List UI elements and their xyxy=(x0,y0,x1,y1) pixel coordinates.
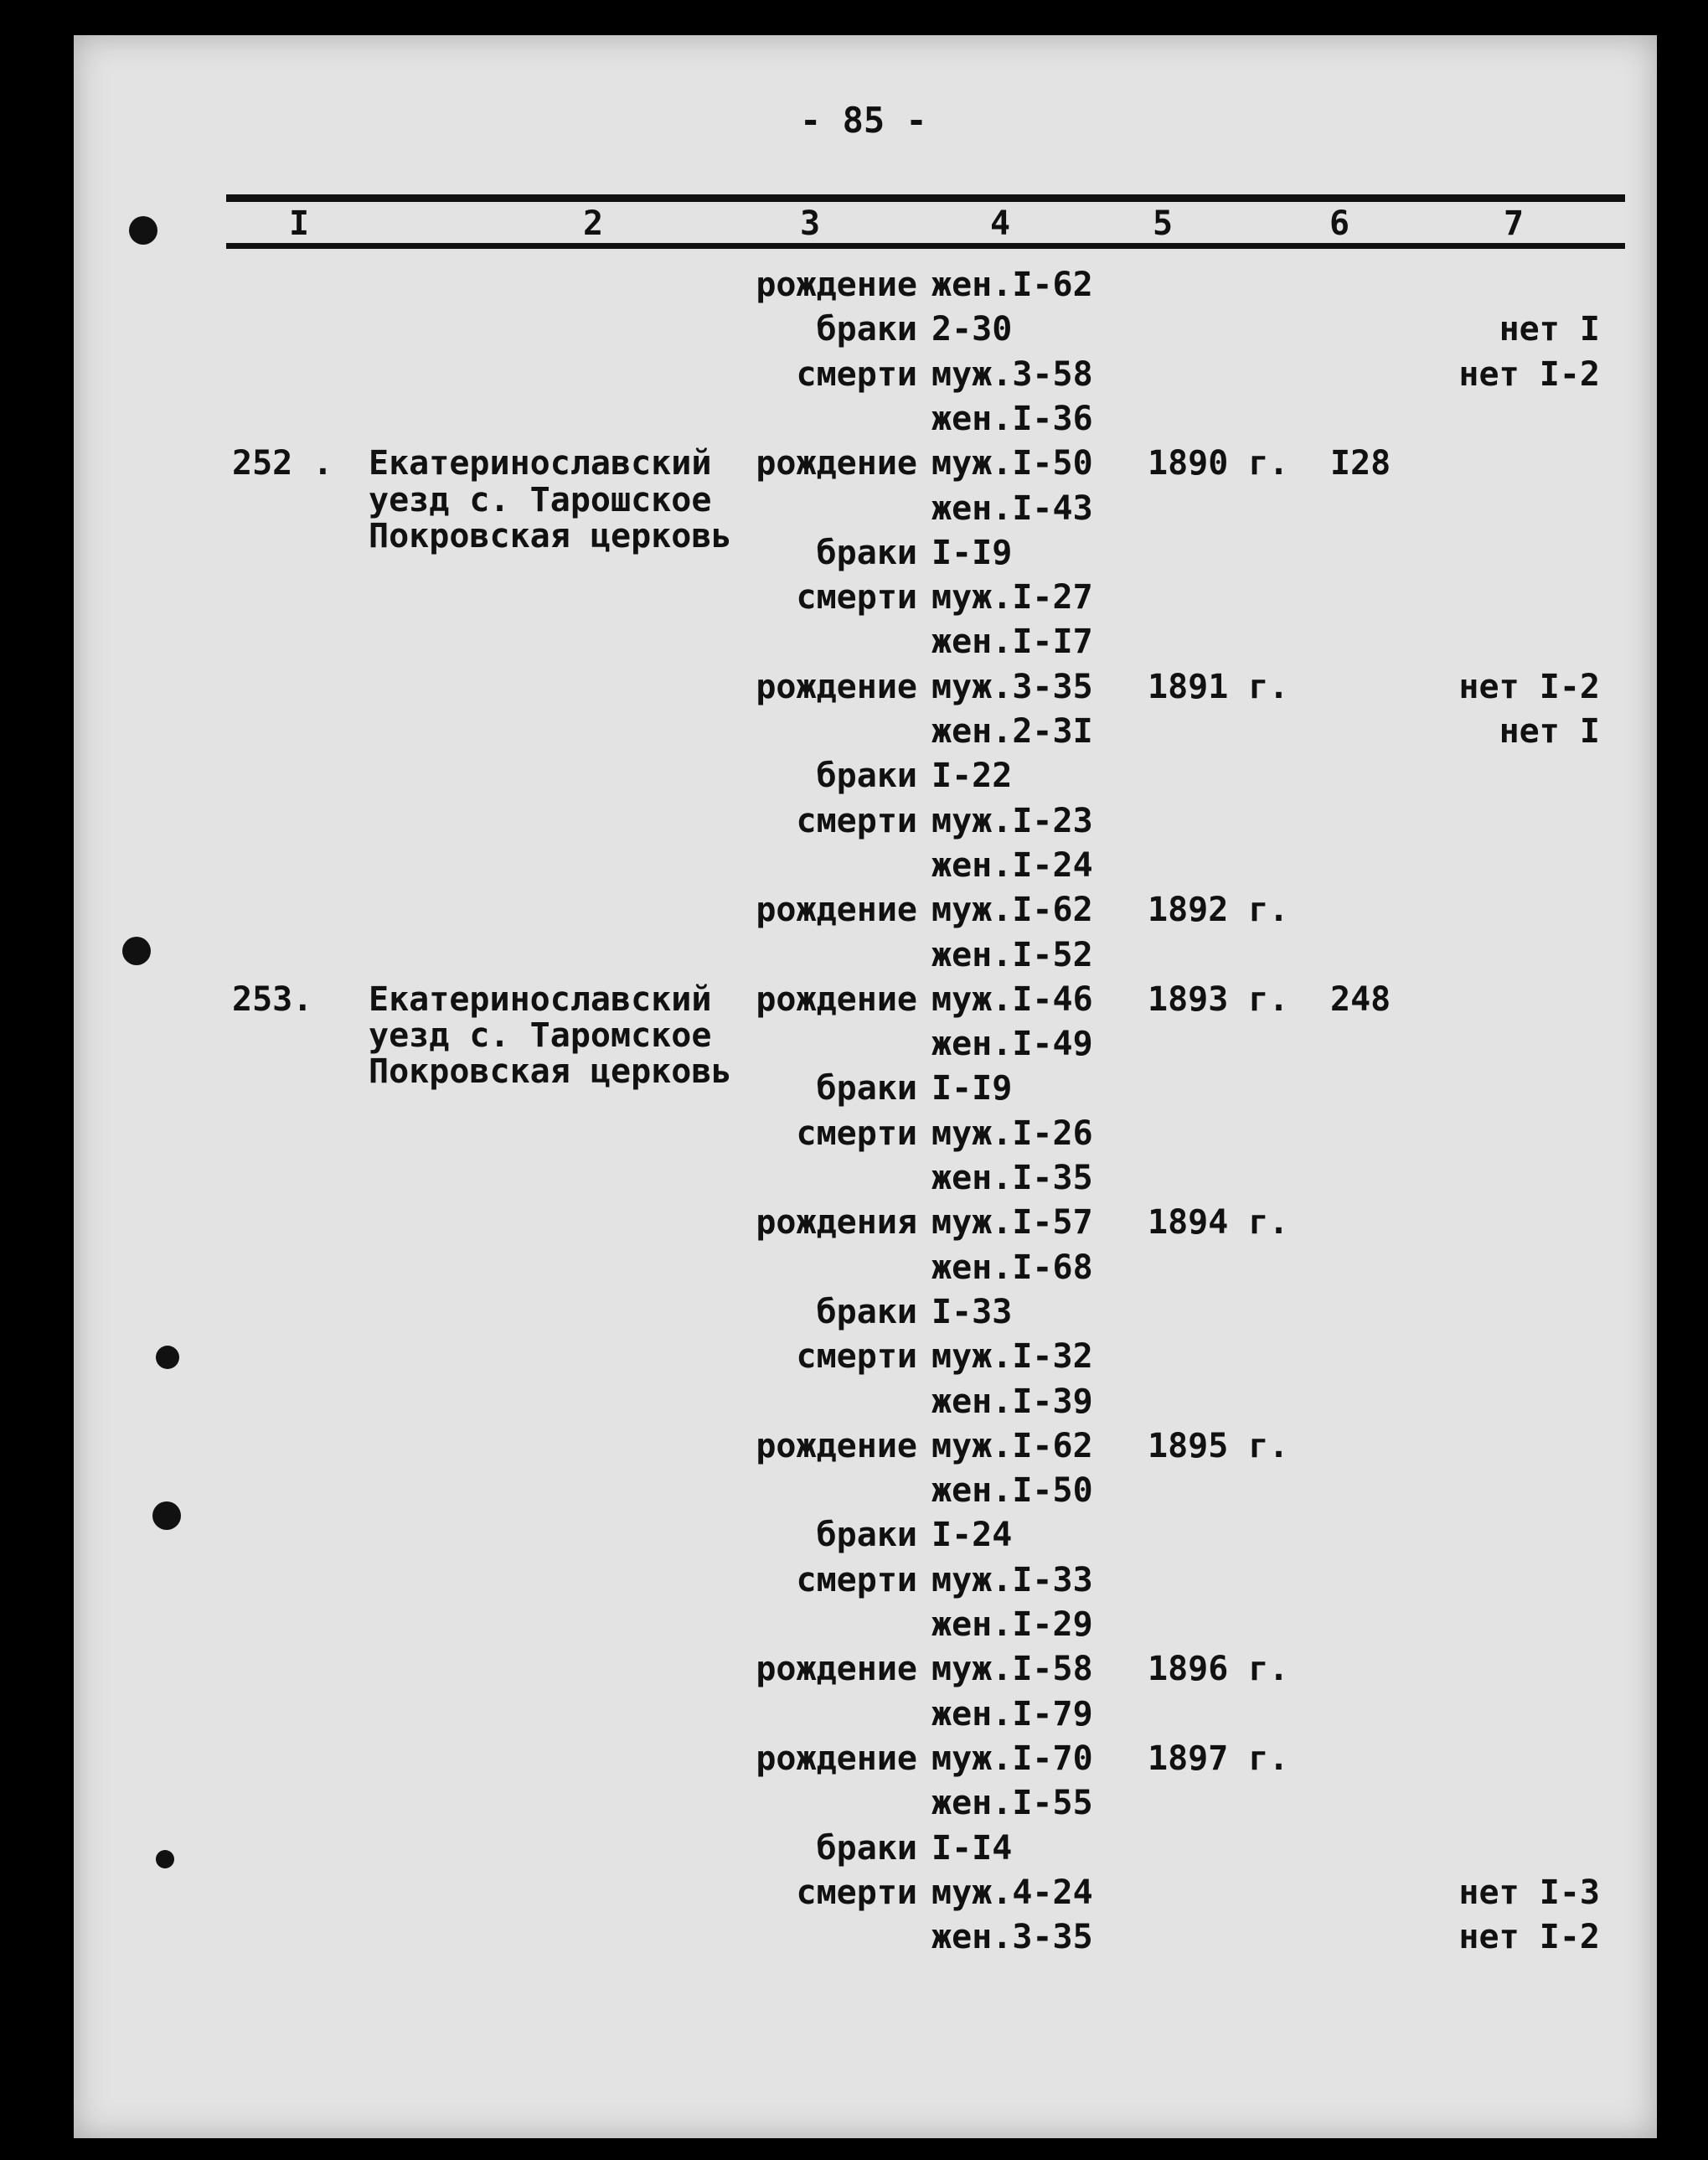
punch-hole xyxy=(156,1346,179,1369)
cell-c4: муж.I-50 xyxy=(931,444,1093,483)
cell-c1: 252 . xyxy=(232,444,333,483)
cell-c3: рождение xyxy=(756,668,917,706)
cell-c4: муж.4-24 xyxy=(931,1873,1093,1912)
cell-c3: рождение xyxy=(756,1650,917,1688)
column-header-1: I xyxy=(289,204,310,243)
cell-c4: жен.I-43 xyxy=(931,489,1093,528)
cell-c3: смерти xyxy=(796,355,917,394)
cell-c3: рождение xyxy=(756,444,917,483)
cell-c4: муж.I-57 xyxy=(931,1203,1093,1242)
cell-c6: I28 xyxy=(1330,444,1391,483)
punch-hole xyxy=(152,1501,181,1530)
cell-c4: жен.I-29 xyxy=(931,1605,1093,1644)
cell-c4: I-I9 xyxy=(931,1069,1013,1108)
cell-c3: рождение xyxy=(756,1739,917,1778)
cell-c7: нет I-2 xyxy=(1458,668,1600,706)
cell-c3: смерти xyxy=(796,1561,917,1599)
cell-c2a: Екатеринославский xyxy=(369,444,712,483)
cell-c2c: Покровская церковь xyxy=(369,517,732,556)
cell-c4: жен.3-35 xyxy=(931,1918,1093,1956)
cell-c4: муж.I-26 xyxy=(931,1114,1093,1153)
cell-c5: 1896 г. xyxy=(1148,1650,1289,1688)
cell-c4: жен.2-3I xyxy=(931,712,1093,751)
cell-c3: браки xyxy=(816,1516,917,1554)
cell-c5: 1891 г. xyxy=(1148,668,1289,706)
cell-c2c: Покровская церковь xyxy=(369,1052,732,1091)
cell-c4: I-22 xyxy=(931,757,1013,795)
cell-c4: муж.3-35 xyxy=(931,668,1093,706)
cell-c5: 1894 г. xyxy=(1148,1203,1289,1242)
cell-c3: браки xyxy=(816,1829,917,1868)
cell-c7: нет I xyxy=(1499,310,1600,349)
cell-c5: 1893 г. xyxy=(1148,980,1289,1019)
cell-c4: муж.I-27 xyxy=(931,578,1093,617)
cell-c3: рождение xyxy=(756,980,917,1019)
column-header-5: 5 xyxy=(1153,204,1174,243)
cell-c4: I-I9 xyxy=(931,534,1013,572)
page-number: - 85 - xyxy=(800,100,927,141)
cell-c3: браки xyxy=(816,757,917,795)
cell-c3: рождение xyxy=(756,891,917,929)
cell-c4: жен.I-55 xyxy=(931,1784,1093,1822)
cell-c5: 1897 г. xyxy=(1148,1739,1289,1778)
punch-hole xyxy=(129,216,157,245)
cell-c4: жен.I-62 xyxy=(931,266,1093,304)
cell-c3: смерти xyxy=(796,1337,917,1376)
column-header-2: 2 xyxy=(583,204,604,243)
cell-c6: 248 xyxy=(1330,980,1391,1019)
cell-c4: муж.I-46 xyxy=(931,980,1093,1019)
cell-c4: I-33 xyxy=(931,1293,1013,1331)
cell-c4: I-I4 xyxy=(931,1829,1013,1868)
cell-c4: жен.I-36 xyxy=(931,400,1093,438)
cell-c1: 253. xyxy=(232,980,313,1019)
punch-hole xyxy=(156,1850,174,1868)
cell-c2b: уезд с. Таромское xyxy=(369,1016,712,1055)
cell-c3: смерти xyxy=(796,802,917,840)
cell-c4: жен.I-79 xyxy=(931,1695,1093,1734)
cell-c7: нет I-2 xyxy=(1458,1918,1600,1956)
cell-c4: жен.I-24 xyxy=(931,846,1093,885)
cell-c3: смерти xyxy=(796,1114,917,1153)
cell-c4: муж.I-33 xyxy=(931,1561,1093,1599)
cell-c3: браки xyxy=(816,1069,917,1108)
header-rule-top xyxy=(226,194,1625,202)
cell-c7: нет I-2 xyxy=(1458,355,1600,394)
cell-c3: браки xyxy=(816,310,917,349)
cell-c3: рождение xyxy=(756,266,917,304)
cell-c4: жен.I-68 xyxy=(931,1248,1093,1287)
cell-c4: муж.I-62 xyxy=(931,891,1093,929)
cell-c3: браки xyxy=(816,1293,917,1331)
cell-c4: муж.I-23 xyxy=(931,802,1093,840)
cell-c4: 2-30 xyxy=(931,310,1013,349)
cell-c2a: Екатеринославский xyxy=(369,980,712,1019)
cell-c7: нет I-3 xyxy=(1458,1873,1600,1912)
cell-c3: браки xyxy=(816,534,917,572)
cell-c3: рождения xyxy=(756,1203,917,1242)
cell-c4: жен.I-I7 xyxy=(931,623,1093,661)
cell-c4: жен.I-39 xyxy=(931,1382,1093,1421)
cell-c4: I-24 xyxy=(931,1516,1013,1554)
column-header-3: 3 xyxy=(800,204,821,243)
header-rule-bottom xyxy=(226,243,1625,249)
cell-c4: жен.I-50 xyxy=(931,1471,1093,1510)
cell-c4: жен.I-35 xyxy=(931,1159,1093,1197)
cell-c4: муж.I-58 xyxy=(931,1650,1093,1688)
column-header-6: 6 xyxy=(1329,204,1350,243)
cell-c5: 1895 г. xyxy=(1148,1427,1289,1465)
column-header-4: 4 xyxy=(990,204,1011,243)
cell-c4: муж.I-62 xyxy=(931,1427,1093,1465)
cell-c3: смерти xyxy=(796,578,917,617)
cell-c2b: уезд с. Тарошское xyxy=(369,481,712,519)
cell-c4: жен.I-49 xyxy=(931,1025,1093,1063)
cell-c5: 1892 г. xyxy=(1148,891,1289,929)
column-header-7: 7 xyxy=(1504,204,1525,243)
cell-c4: муж.3-58 xyxy=(931,355,1093,394)
cell-c4: муж.I-32 xyxy=(931,1337,1093,1376)
cell-c4: жен.I-52 xyxy=(931,936,1093,974)
punch-hole xyxy=(122,937,151,965)
cell-c3: смерти xyxy=(796,1873,917,1912)
cell-c5: 1890 г. xyxy=(1148,444,1289,483)
cell-c7: нет I xyxy=(1499,712,1600,751)
cell-c4: муж.I-70 xyxy=(931,1739,1093,1778)
cell-c3: рождение xyxy=(756,1427,917,1465)
